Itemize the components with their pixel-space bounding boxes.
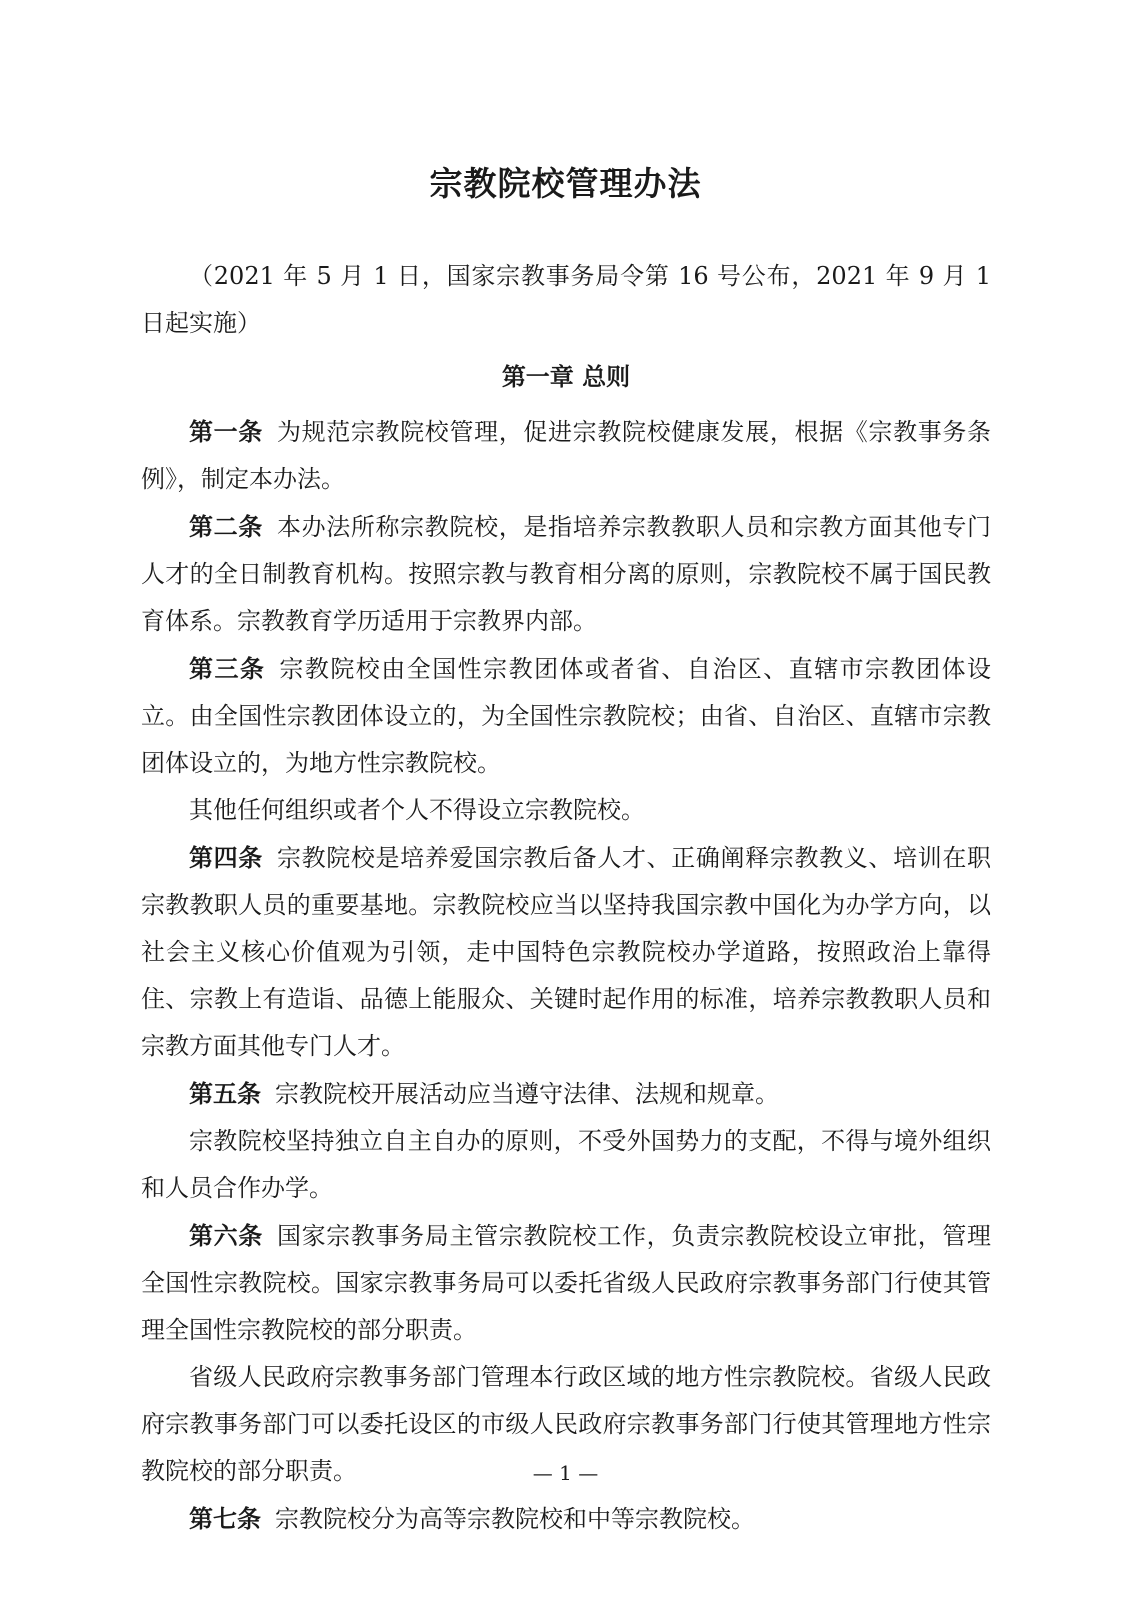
- article-5-paragraph-2: [141, 1118, 991, 1212]
- article-4: [141, 834, 991, 1070]
- chapter-heading: 第一章 总则: [501, 362, 631, 391]
- article-label: 第二条: [189, 512, 263, 541]
- document-body: [141, 253, 991, 1543]
- page-number: — 1 —: [532, 1461, 599, 1485]
- article-3: [141, 645, 991, 787]
- article-1: [141, 408, 991, 503]
- article-text: 本办法所称宗教院校，是指培养宗教教职人员和宗教方面其他专门人才的全日制教育机构。按照宗教与教育相分离的原则，宗教院校不属于国民教育体系。宗教教育学历适用于宗教界内部。: [141, 513, 991, 635]
- article-2: [141, 503, 991, 645]
- article-3-paragraph-2: [141, 787, 991, 834]
- article-text: 省级人民政府宗教事务部门管理本行政区域的地方性宗教院校。省级人民政府宗教事务部门可以委托设区的市级人民政府宗教事务部门行使其管理地方性宗教院校的部分职责。: [141, 1363, 991, 1485]
- article-label: 第三条: [189, 654, 266, 683]
- document-title: 宗教院校管理办法: [429, 164, 702, 203]
- article-label: 第七条: [189, 1504, 261, 1533]
- article-7: [141, 1495, 991, 1543]
- article-text: 宗教院校是培养爱国宗教后备人才、正确阐释宗教教义、培训在职宗教教职人员的重要基地。宗教院校应当以坚持我国宗教中国化为办学方向，以社会主义核心价值观为引领，走中国特色宗教院校办学道路，按照政治上靠得住、宗教上有造诣、品德上能服众、关键时起作用的标准，培养宗教教职人员和宗教方面其他专门人才。: [141, 844, 991, 1060]
- article-label: 第四条: [189, 843, 263, 872]
- article-text: 宗教院校坚持独立自主自办的原则，不受外国势力的支配，不得与境外组织和人员合作办学。: [141, 1127, 991, 1202]
- article-6: [141, 1212, 991, 1354]
- promulgation-note: （2021 年 5 月 1 日，国家宗教事务局令第 16 号公布，2021 年 9 月 1 日起实施）: [141, 262, 991, 337]
- article-text: 其他任何组织或者个人不得设立宗教院校。: [189, 796, 645, 824]
- article-text: 为规范宗教院校管理，促进宗教院校健康发展，根据《宗教事务条例》，制定本办法。: [141, 418, 991, 493]
- article-text: 宗教院校分为高等宗教院校和中等宗教院校。: [275, 1505, 755, 1533]
- article-label: 第六条: [189, 1221, 263, 1250]
- article-text: 国家宗教事务局主管宗教院校工作，负责宗教院校设立审批，管理全国性宗教院校。国家宗教事务局可以委托省级人民政府宗教事务部门行使其管理全国性宗教院校的部分职责。: [141, 1222, 991, 1344]
- article-text: 宗教院校由全国性宗教团体或者省、自治区、直辖市宗教团体设立。由全国性宗教团体设立的，为全国性宗教院校；由省、自治区、直辖市宗教团体设立的，为地方性宗教院校。: [141, 655, 992, 777]
- article-5: [141, 1070, 991, 1118]
- article-text: 宗教院校开展活动应当遵守法律、法规和规章。: [275, 1080, 779, 1108]
- article-label: 第五条: [189, 1079, 261, 1108]
- article-label: 第一条: [189, 417, 263, 446]
